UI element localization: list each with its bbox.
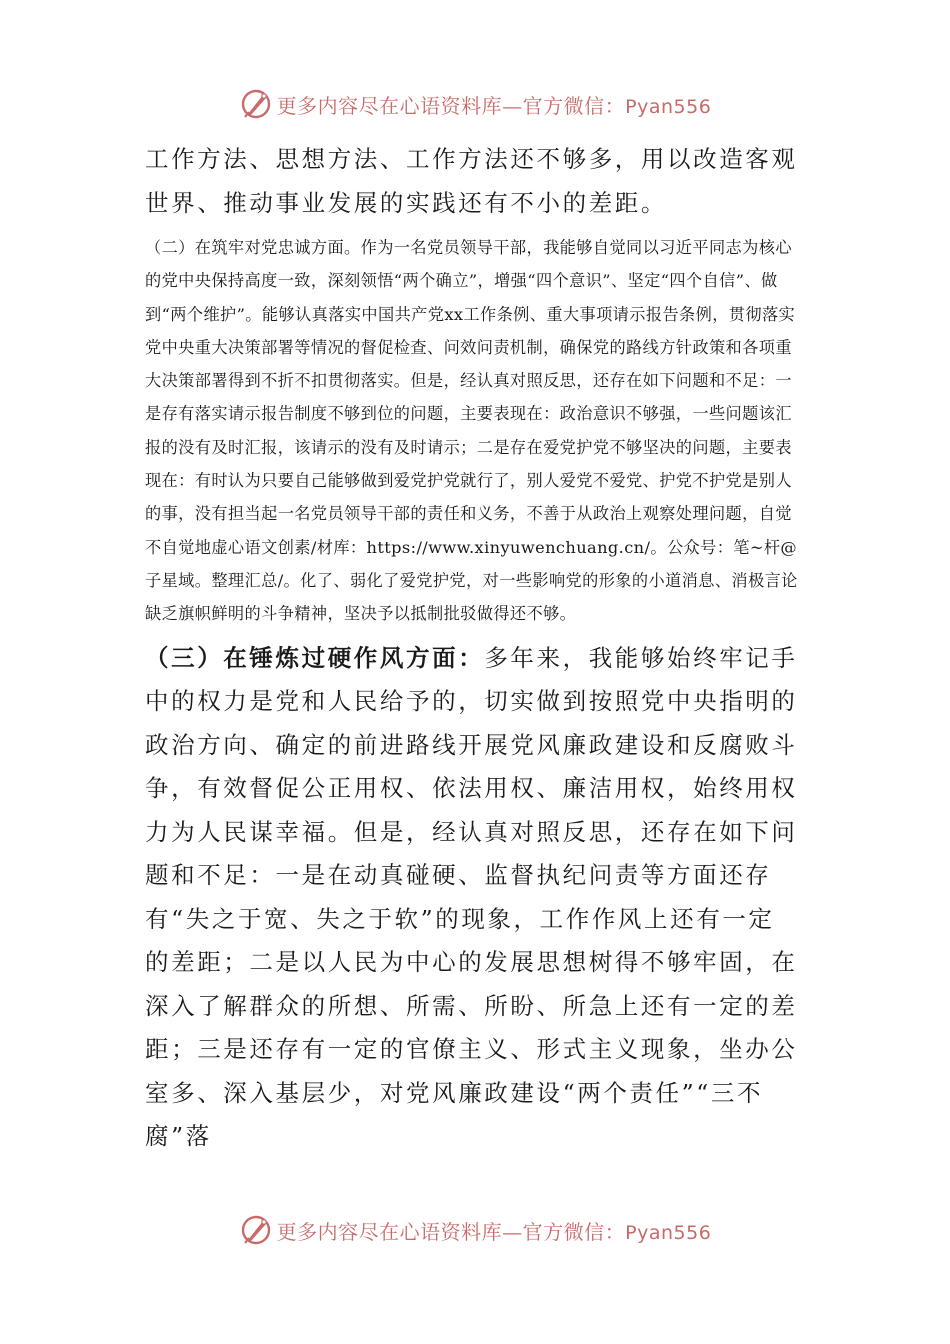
document-body bbox=[145, 138, 800, 1159]
paragraph-3 bbox=[145, 637, 800, 1159]
quill-logo-icon bbox=[239, 87, 273, 121]
header-wechat-id: Pyan556 bbox=[625, 95, 712, 118]
paragraph-2: （二）在筑牢对党忠诚方面。作为一名党员领导干部，我能够自觉同以习近平同志为核心的党中央保持高度一致，深刻领悟“两个确立”，增强“四个意识”、坚定“四个自信”、做到“两个维护”。能够认真落实中国共产党xx工作条例、重大事项请示报告条例，贯彻落实党中央重大决策部署等情况的督促检查、问效问责机制，确保党的路线方针政策和各项重大决策部署得到不折不扣贯彻落实。但是，经认真对照反思，还存在如下问题和不足：一是存有落实请示报告制度不够到位的问题，主要表现在：政治意识不够强，一些问题该汇报的没有及时汇报，该请示的没有及时请示；二是存在爱党护党不够坚决的问题，主要表现在：有时认为只要自己能够做到爱党护党就行了，别人爱党不爱党、护党不护党是别人的事，没有担当起一名党员领导干部的责任和义务，不善于从政治上观察处理问题，自觉不自觉地虚心语文创素/材库：https://www.xinyuwenchuang.cn/。公众号：笔~杆@子星域。整理汇总/。化了、弱化了爱党护党，对一些影响党的形象的小道消息、消极言论缺乏旗帜鲜明的斗争精神，坚决予以抵制批驳做得还不够。 bbox=[145, 238, 798, 624]
header-banner bbox=[0, 82, 950, 126]
footer-wechat-id: Pyan556 bbox=[625, 1221, 712, 1244]
quill-logo-icon bbox=[239, 1213, 273, 1247]
footer-banner-text: 更多内容尽在心语资料库—官方微信：Pyan556 bbox=[276, 1219, 712, 1244]
footer-banner bbox=[0, 1208, 950, 1252]
header-banner-text: 更多内容尽在心语资料库—官方微信：Pyan556 bbox=[276, 93, 712, 118]
paragraph-3-text: 多年来，我能够始终牢记手中的权力是党和人民给予的，切实做到按照党中央指明的政治方向、确定的前进路线开展党风廉政建设和反腐败斗争，有效督促公正用权、依法用权、廉洁用权，始终用权力为人民谋幸福。但是，经认真对照反思，还存在如下问题和不足：一是在动真碰硬、监督执纪问责等方面还存有“失之于宽、失之于软”的现象，工作作风上还有一定的差距；二是以人民为中心的发展思想树得不够牢固，在深入了解群众的所想、所需、所盼、所急上还有一定的差距；三是还存有一定的官僚主义、形式主义现象，坐办公室多、深入基层少，对党风廉政建设“两个责任”“三不腐”落 bbox=[145, 643, 798, 1151]
paragraph-1: 工作方法、思想方法、工作方法还不够多，用以改造客观世界、推动事业发展的实践还有不小的差距。 bbox=[145, 145, 798, 217]
paragraph-3-heading: （三）在锤炼过硬作风方面： bbox=[145, 643, 485, 672]
